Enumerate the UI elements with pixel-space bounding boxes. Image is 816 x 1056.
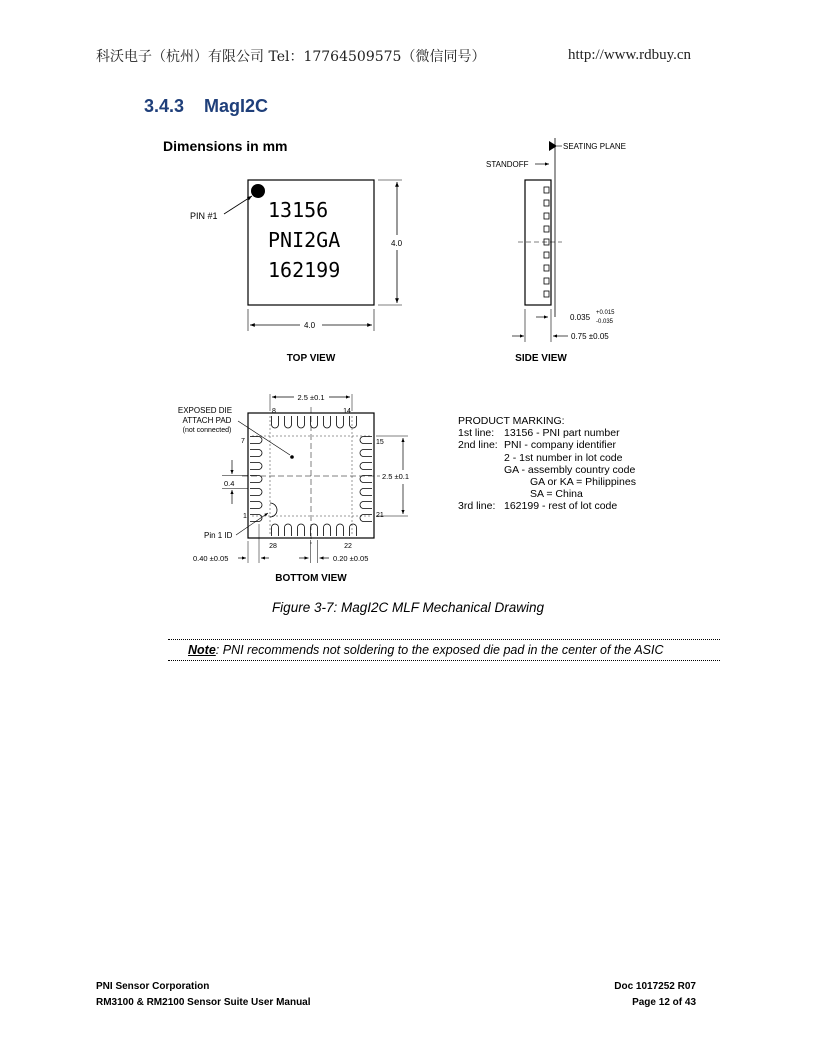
note-text: : PNI recommends not soldering to the exposed die pad in the center of the ASIC <box>215 643 664 657</box>
pin-number-14: 14 <box>343 408 351 415</box>
pad <box>250 489 262 496</box>
figure-caption: Figure 3-7: MagI2C MLF Mechanical Drawing <box>271 600 545 615</box>
marking-line-2-sub-1: 2 - 1st number in lot code <box>504 451 623 464</box>
pin-number-22: 22 <box>344 543 352 550</box>
side-lead <box>544 278 549 284</box>
pad <box>360 515 372 522</box>
pad <box>311 524 318 536</box>
pad <box>298 524 305 536</box>
chip-marking-line-1: 13156 <box>268 198 329 222</box>
chip-marking-line-3: 162199 <box>268 258 341 282</box>
seating-plane-arrow <box>549 141 557 151</box>
marking-line-2-text: PNI - company identifier <box>504 439 617 452</box>
bottom-view-label: BOTTOM VIEW <box>275 573 347 584</box>
pad <box>298 416 305 428</box>
exposed-pad-label-3: (not connected) <box>182 427 232 434</box>
top-view-height-dim: 4.0 <box>391 239 403 248</box>
pin-number-1: 1 <box>243 513 247 520</box>
pad <box>285 524 292 536</box>
marking-line-1-label: 1st line: <box>458 427 495 440</box>
seating-plane-label: SEATING PLANE <box>563 142 626 151</box>
top-pad-row <box>272 416 357 428</box>
pad <box>324 524 331 536</box>
exposed-pad-leader <box>238 421 290 455</box>
pad <box>250 437 262 444</box>
pin1-id-label: Pin 1 ID <box>204 531 233 540</box>
pin-number-21: 21 <box>376 512 384 519</box>
pin1-id-notch <box>270 503 277 517</box>
side-lead <box>544 252 549 258</box>
side-lead <box>544 291 549 297</box>
right-pad-row <box>360 437 372 522</box>
pad <box>360 437 372 444</box>
pin-number-15: 15 <box>376 439 384 446</box>
marking-line-2-sub-3: GA or KA = Philippines <box>530 476 636 489</box>
pad <box>350 416 357 428</box>
footer-company: PNI Sensor Corporation <box>96 981 210 992</box>
pad <box>337 524 344 536</box>
pad <box>337 416 344 428</box>
pad <box>250 502 262 509</box>
pin1-id-leader <box>236 513 268 535</box>
header-vendor-text: 科沃电子（杭州）有限公司 Tel：17764509575（微信同号） <box>96 49 486 65</box>
product-marking-title: PRODUCT MARKING: <box>458 415 565 427</box>
section-title: MagI2C <box>204 96 269 116</box>
side-lead <box>544 226 549 232</box>
pad <box>311 416 318 428</box>
pin1-label: PIN #1 <box>190 211 218 221</box>
pin-number-8: 8 <box>272 408 276 415</box>
pad <box>272 524 279 536</box>
section-number: 3.4.3 <box>144 96 185 116</box>
pin-number-7: 7 <box>241 438 245 445</box>
header-vendor-url[interactable]: http://www.rdbuy.cn <box>568 47 692 63</box>
product-marking-legend <box>458 415 636 513</box>
pad <box>272 416 279 428</box>
note <box>188 643 664 657</box>
marking-line-1 <box>458 427 636 439</box>
marking-line-3-label: 3rd line: <box>458 500 496 513</box>
side-lead <box>544 265 549 271</box>
side-view-body <box>525 180 551 305</box>
marking-line-2-sub-4: SA = China <box>530 488 583 501</box>
pad <box>360 489 372 496</box>
exposed-pad-label-2: ATTACH PAD <box>182 416 232 425</box>
top-view-label: TOP VIEW <box>286 353 336 364</box>
marking-line-2-sub-2: GA - assembly country code <box>504 463 636 476</box>
pitch-label: 0.4 <box>224 479 235 488</box>
side-height-value: 0.75 ±0.05 <box>571 332 609 341</box>
footer-manual-title: RM3100 & RM2100 Sensor Suite User Manual <box>96 997 311 1008</box>
chip-marking-line-2: PNI2GA <box>268 228 341 252</box>
pad <box>360 502 372 509</box>
standoff-tol-minus: -0.035 <box>596 319 614 325</box>
side-view-label: SIDE VIEW <box>515 353 567 364</box>
side-lead <box>544 213 549 219</box>
pad <box>350 524 357 536</box>
side-lead <box>544 187 549 193</box>
bottom-view <box>178 393 409 584</box>
marking-line-2 <box>458 439 636 451</box>
left-pad-row <box>250 437 262 522</box>
footer-page-number: Page 12 of 43 <box>632 997 696 1008</box>
pin-number-28: 28 <box>269 543 277 550</box>
footer-doc-number: Doc 1017252 R07 <box>614 981 696 992</box>
pad <box>285 416 292 428</box>
side-view <box>486 138 626 364</box>
pad <box>360 450 372 457</box>
side-lead <box>544 200 549 206</box>
pad <box>250 450 262 457</box>
standoff-value: 0.035 <box>570 313 591 322</box>
pad <box>360 463 372 470</box>
pin1-dot <box>251 184 265 198</box>
top-view-width-dim: 4.0 <box>304 321 316 330</box>
die-pad-center-mark <box>290 455 294 459</box>
pad-width-label: 0.20 ±0.05 <box>333 554 369 563</box>
pad <box>250 463 262 470</box>
pad <box>324 416 331 428</box>
bottom-view-right-dim: 2.5 ±0.1 <box>382 472 410 481</box>
pad-length-label: 0.40 ±0.05 <box>193 554 229 563</box>
marking-line-1-text: 13156 - PNI part number <box>504 427 620 440</box>
marking-line-2-label: 2nd line: <box>458 439 498 452</box>
marking-line-3 <box>458 500 636 512</box>
pad <box>360 476 372 483</box>
standoff-label: STANDOFF <box>486 160 529 169</box>
pad <box>250 476 262 483</box>
bottom-pad-row <box>272 524 357 536</box>
bottom-view-top-dim: 2.5 ±0.1 <box>297 393 325 402</box>
exposed-pad-label-1: EXPOSED DIE <box>177 406 233 415</box>
top-view <box>190 180 403 364</box>
dimensions-title: Dimensions in mm <box>163 138 288 154</box>
standoff-tol-plus: +0.015 <box>596 310 615 316</box>
marking-line-3-text: 162199 - rest of lot code <box>504 500 618 513</box>
note-label: Note <box>188 643 216 657</box>
